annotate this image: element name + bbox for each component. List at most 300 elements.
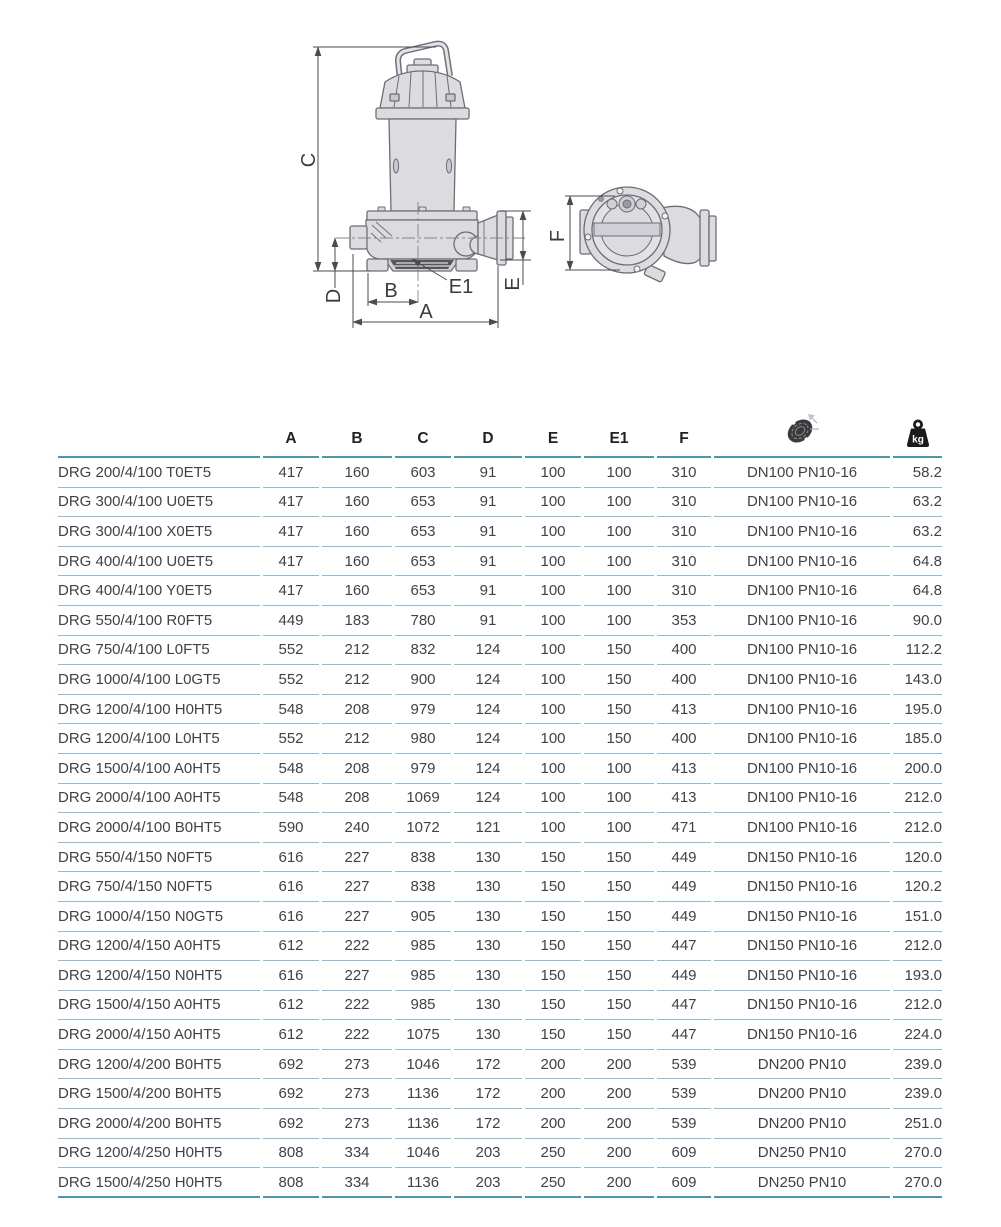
dimension-cell: 150 <box>584 724 654 754</box>
dimension-cell: 91 <box>454 458 522 488</box>
weight-cell: 270.0 <box>893 1139 942 1169</box>
dimension-cell: 548 <box>263 695 319 725</box>
dimension-cell: 91 <box>454 576 522 606</box>
dimension-cell: 100 <box>525 458 581 488</box>
dimension-cell: 653 <box>395 517 451 547</box>
dimension-cell: 212 <box>322 636 392 666</box>
dimension-cell: 100 <box>584 517 654 547</box>
dimension-cell: 91 <box>454 517 522 547</box>
weight-kg-icon <box>905 419 931 448</box>
table-row <box>58 1079 942 1109</box>
dimension-cell: 100 <box>584 784 654 814</box>
model-cell: DRG 1200/4/250 H0HT5 <box>58 1139 260 1169</box>
weight-cell: 64.8 <box>893 576 942 606</box>
dimension-cell: 200 <box>584 1050 654 1080</box>
table-row <box>58 517 942 547</box>
pump-drawing-svg <box>218 14 762 348</box>
dimension-cell: 1136 <box>395 1079 451 1109</box>
dimension-cell: 100 <box>525 488 581 518</box>
model-cell: DRG 2000/4/200 B0HT5 <box>58 1109 260 1139</box>
dimension-cell: 150 <box>584 991 654 1021</box>
dimension-cell: 413 <box>657 784 711 814</box>
flange-cell: DN100 PN10-16 <box>714 784 890 814</box>
model-cell: DRG 2000/4/100 A0HT5 <box>58 784 260 814</box>
flange-cell: DN100 PN10-16 <box>714 754 890 784</box>
dimension-cell: 150 <box>525 902 581 932</box>
dimension-cell: 160 <box>322 517 392 547</box>
column-header-a: A <box>263 412 319 458</box>
model-cell: DRG 1500/4/250 H0HT5 <box>58 1168 260 1198</box>
dimension-cell: 150 <box>525 932 581 962</box>
dimension-cell: 130 <box>454 843 522 873</box>
weight-cell: 195.0 <box>893 695 942 725</box>
dimension-cell: 121 <box>454 813 522 843</box>
dimension-cell: 653 <box>395 547 451 577</box>
dimension-cell: 100 <box>525 576 581 606</box>
model-cell: DRG 1500/4/150 A0HT5 <box>58 991 260 1021</box>
table-row <box>58 872 942 902</box>
table-row <box>58 665 942 695</box>
dimension-cell: 203 <box>454 1139 522 1169</box>
table-row <box>58 784 942 814</box>
dimension-cell: 539 <box>657 1109 711 1139</box>
dimension-cell: 100 <box>584 606 654 636</box>
dimension-cell: 250 <box>525 1139 581 1169</box>
dimension-cell: 838 <box>395 872 451 902</box>
weight-cell: 212.0 <box>893 991 942 1021</box>
table-body <box>58 458 942 1198</box>
dimension-cell: 1136 <box>395 1109 451 1139</box>
dimension-cell: 100 <box>584 488 654 518</box>
dimension-cell: 616 <box>263 961 319 991</box>
table-row <box>58 932 942 962</box>
dim-label-E1: E1 <box>448 276 474 298</box>
dimension-cell: 130 <box>454 932 522 962</box>
dimension-cell: 172 <box>454 1050 522 1080</box>
table-row <box>58 636 942 666</box>
flange-cell: DN150 PN10-16 <box>714 902 890 932</box>
dimension-cell: 273 <box>322 1109 392 1139</box>
dimension-cell: 200 <box>584 1109 654 1139</box>
model-cell: DRG 750/4/150 N0FT5 <box>58 872 260 902</box>
dim-label-F: F <box>547 229 569 243</box>
dimension-cell: 200 <box>525 1079 581 1109</box>
dim-label-C: C <box>298 152 320 168</box>
dimension-cell: 222 <box>322 991 392 1021</box>
dimension-cell: 130 <box>454 902 522 932</box>
weight-cell: 120.0 <box>893 843 942 873</box>
model-cell: DRG 300/4/100 X0ET5 <box>58 517 260 547</box>
dimension-cell: 400 <box>657 665 711 695</box>
dimension-cell: 653 <box>395 488 451 518</box>
dimension-cell: 100 <box>525 784 581 814</box>
dimension-cell: 413 <box>657 695 711 725</box>
weight-cell: 63.2 <box>893 517 942 547</box>
table-row <box>58 961 942 991</box>
dimension-cell: 172 <box>454 1079 522 1109</box>
dimension-cell: 250 <box>525 1168 581 1198</box>
dimension-cell: 552 <box>263 636 319 666</box>
dimension-cell: 449 <box>657 872 711 902</box>
flange-cell: DN100 PN10-16 <box>714 458 890 488</box>
flange-cell: DN100 PN10-16 <box>714 488 890 518</box>
dimension-cell: 130 <box>454 872 522 902</box>
dimension-cell: 150 <box>525 872 581 902</box>
dimension-cell: 310 <box>657 547 711 577</box>
dimension-cell: 200 <box>525 1109 581 1139</box>
dimension-cell: 539 <box>657 1079 711 1109</box>
dimension-cell: 985 <box>395 991 451 1021</box>
dimension-cell: 471 <box>657 813 711 843</box>
weight-cell: 64.8 <box>893 547 942 577</box>
dimension-cell: 208 <box>322 695 392 725</box>
table-row <box>58 695 942 725</box>
dimension-cell: 100 <box>525 517 581 547</box>
dimension-cell: 310 <box>657 517 711 547</box>
dimension-cell: 124 <box>454 754 522 784</box>
flange-cell: DN150 PN10-16 <box>714 991 890 1021</box>
dimension-cell: 124 <box>454 695 522 725</box>
dimension-cell: 150 <box>584 843 654 873</box>
inlet-stub <box>350 226 367 249</box>
dimension-cell: 100 <box>525 665 581 695</box>
dimension-cell: 100 <box>525 813 581 843</box>
dimension-cell: 653 <box>395 576 451 606</box>
dimension-cell: 1072 <box>395 813 451 843</box>
dimension-cell: 124 <box>454 784 522 814</box>
pump-side-view <box>350 44 513 271</box>
weight-cell: 120.2 <box>893 872 942 902</box>
dimension-cell: 130 <box>454 1020 522 1050</box>
dimension-cell: 150 <box>584 961 654 991</box>
dim-label-B: B <box>384 280 398 302</box>
flange-cell: DN100 PN10-16 <box>714 695 890 725</box>
dimension-cell: 212 <box>322 665 392 695</box>
weight-cell: 251.0 <box>893 1109 942 1139</box>
weight-cell: 193.0 <box>893 961 942 991</box>
dimension-cell: 449 <box>263 606 319 636</box>
table-row <box>58 458 942 488</box>
table-row <box>58 813 942 843</box>
dimension-cell: 100 <box>525 606 581 636</box>
dimension-cell: 200 <box>525 1050 581 1080</box>
dimension-cell: 222 <box>322 932 392 962</box>
table-row <box>58 576 942 606</box>
dimension-cell: 612 <box>263 1020 319 1050</box>
dimension-cell: 979 <box>395 695 451 725</box>
weight-cell: 270.0 <box>893 1168 942 1198</box>
dimension-cell: 808 <box>263 1139 319 1169</box>
dimension-cell: 609 <box>657 1139 711 1169</box>
dimension-cell: 616 <box>263 843 319 873</box>
dimensions-table <box>55 412 945 1198</box>
dimension-cell: 1069 <box>395 784 451 814</box>
dimension-cell: 100 <box>584 754 654 784</box>
weight-cell: 212.0 <box>893 813 942 843</box>
dimension-cell: 780 <box>395 606 451 636</box>
column-header-model <box>58 412 260 458</box>
dimension-cell: 979 <box>395 754 451 784</box>
dimension-cell: 612 <box>263 932 319 962</box>
dimension-cell: 227 <box>322 872 392 902</box>
dimension-cell: 980 <box>395 724 451 754</box>
dimension-cell: 334 <box>322 1139 392 1169</box>
weight-cell: 151.0 <box>893 902 942 932</box>
dimension-cell: 413 <box>657 754 711 784</box>
table-row <box>58 902 942 932</box>
dimension-cell: 447 <box>657 932 711 962</box>
flange-cell: DN100 PN10-16 <box>714 813 890 843</box>
dimension-cell: 130 <box>454 961 522 991</box>
dimension-cell: 150 <box>584 932 654 962</box>
dimension-cell: 212 <box>322 724 392 754</box>
dimension-cell: 417 <box>263 488 319 518</box>
dimension-cell: 150 <box>584 902 654 932</box>
model-cell: DRG 550/4/150 N0FT5 <box>58 843 260 873</box>
dimension-cell: 692 <box>263 1109 319 1139</box>
dimension-cell: 124 <box>454 636 522 666</box>
pump-dimension-drawing <box>218 14 762 348</box>
dimension-cell: 449 <box>657 961 711 991</box>
flange-cell: DN200 PN10 <box>714 1050 890 1080</box>
dimension-cell: 692 <box>263 1079 319 1109</box>
model-cell: DRG 2000/4/150 A0HT5 <box>58 1020 260 1050</box>
dimension-cell: 203 <box>454 1168 522 1198</box>
table-row <box>58 606 942 636</box>
dimension-cell: 552 <box>263 665 319 695</box>
weight-cell: 212.0 <box>893 784 942 814</box>
dimension-cell: 417 <box>263 517 319 547</box>
column-header-f: F <box>657 412 711 458</box>
dimension-cell: 150 <box>525 961 581 991</box>
dimension-cell: 1046 <box>395 1050 451 1080</box>
dimension-cell: 150 <box>584 665 654 695</box>
dimension-cell: 838 <box>395 843 451 873</box>
dimension-cell: 124 <box>454 724 522 754</box>
model-cell: DRG 750/4/100 L0FT5 <box>58 636 260 666</box>
weight-cell: 90.0 <box>893 606 942 636</box>
dimension-cell: 273 <box>322 1079 392 1109</box>
weight-cell: 112.2 <box>893 636 942 666</box>
dimension-cell: 200 <box>584 1079 654 1109</box>
pump-top-view <box>580 187 716 282</box>
dimension-cell: 447 <box>657 991 711 1021</box>
dimension-cell: 183 <box>322 606 392 636</box>
weight-cell: 212.0 <box>893 932 942 962</box>
dimension-cell: 985 <box>395 961 451 991</box>
model-cell: DRG 1200/4/150 N0HT5 <box>58 961 260 991</box>
dimension-cell: 100 <box>584 547 654 577</box>
dimension-cell: 1075 <box>395 1020 451 1050</box>
flange-cell: DN150 PN10-16 <box>714 1020 890 1050</box>
weight-cell: 200.0 <box>893 754 942 784</box>
dimension-cell: 548 <box>263 754 319 784</box>
dimension-cell: 150 <box>584 695 654 725</box>
model-cell: DRG 300/4/100 U0ET5 <box>58 488 260 518</box>
dimension-cell: 100 <box>584 813 654 843</box>
dimension-cell: 227 <box>322 902 392 932</box>
dimension-cell: 447 <box>657 1020 711 1050</box>
model-cell: DRG 1000/4/100 L0GT5 <box>58 665 260 695</box>
dimension-cell: 449 <box>657 843 711 873</box>
model-cell: DRG 200/4/100 T0ET5 <box>58 458 260 488</box>
dimension-cell: 227 <box>322 843 392 873</box>
dimension-cell: 124 <box>454 665 522 695</box>
column-header-flange <box>714 412 890 458</box>
model-cell: DRG 400/4/100 Y0ET5 <box>58 576 260 606</box>
weight-cell: 224.0 <box>893 1020 942 1050</box>
table-row <box>58 991 942 1021</box>
dimension-cell: 985 <box>395 932 451 962</box>
model-cell: DRG 550/4/100 R0FT5 <box>58 606 260 636</box>
dimension-cell: 91 <box>454 488 522 518</box>
dimension-cell: 100 <box>584 458 654 488</box>
weight-cell: 58.2 <box>893 458 942 488</box>
table-row <box>58 547 942 577</box>
flange-cell: DN150 PN10-16 <box>714 872 890 902</box>
dimension-cell: 612 <box>263 991 319 1021</box>
weight-cell: 63.2 <box>893 488 942 518</box>
column-header-e1: E1 <box>584 412 654 458</box>
model-cell: DRG 1200/4/100 L0HT5 <box>58 724 260 754</box>
table-row <box>58 754 942 784</box>
table-row <box>58 1109 942 1139</box>
flange-cell: DN100 PN10-16 <box>714 576 890 606</box>
dimension-cell: 616 <box>263 872 319 902</box>
dimension-cell: 100 <box>525 636 581 666</box>
weight-cell: 239.0 <box>893 1050 942 1080</box>
dimension-cell: 400 <box>657 636 711 666</box>
model-cell: DRG 1500/4/200 B0HT5 <box>58 1079 260 1109</box>
flange-connection-icon <box>783 412 821 448</box>
dimension-cell: 1136 <box>395 1168 451 1198</box>
model-cell: DRG 1200/4/100 H0HT5 <box>58 695 260 725</box>
dimension-cell: 172 <box>454 1109 522 1139</box>
weight-cell: 143.0 <box>893 665 942 695</box>
flange-cell: DN150 PN10-16 <box>714 843 890 873</box>
column-header-b: B <box>322 412 392 458</box>
dimension-cell: 310 <box>657 488 711 518</box>
dimension-cell: 1046 <box>395 1139 451 1169</box>
dimension-cell: 310 <box>657 458 711 488</box>
dimension-cell: 808 <box>263 1168 319 1198</box>
flange-cell: DN100 PN10-16 <box>714 606 890 636</box>
dimension-cell: 150 <box>525 991 581 1021</box>
flange-cell: DN250 PN10 <box>714 1168 890 1198</box>
weight-cell: 185.0 <box>893 724 942 754</box>
dimension-cell: 200 <box>584 1168 654 1198</box>
dimension-cell: 590 <box>263 813 319 843</box>
dimension-cell: 160 <box>322 576 392 606</box>
table-row <box>58 843 942 873</box>
dimension-cell: 150 <box>584 872 654 902</box>
flange-cell: DN200 PN10 <box>714 1109 890 1139</box>
table-row <box>58 1050 942 1080</box>
dimension-cell: 353 <box>657 606 711 636</box>
table-row <box>58 1139 942 1169</box>
weight-icon-label: kg <box>911 434 924 446</box>
flange-cell: DN100 PN10-16 <box>714 636 890 666</box>
dim-label-A: A <box>419 301 433 323</box>
dimension-cell: 208 <box>322 754 392 784</box>
dimension-cell: 400 <box>657 724 711 754</box>
dimension-cell: 273 <box>322 1050 392 1080</box>
dimension-cell: 222 <box>322 1020 392 1050</box>
dimension-cell: 100 <box>525 547 581 577</box>
table-header-row <box>58 412 942 458</box>
dimension-cell: 417 <box>263 458 319 488</box>
dimension-cell: 100 <box>584 576 654 606</box>
dimension-cell: 160 <box>322 458 392 488</box>
table-row <box>58 1168 942 1198</box>
dimension-cell: 548 <box>263 784 319 814</box>
column-header-d: D <box>454 412 522 458</box>
flange-cell: DN150 PN10-16 <box>714 932 890 962</box>
model-cell: DRG 400/4/100 U0ET5 <box>58 547 260 577</box>
dimension-cell: 160 <box>322 547 392 577</box>
dim-label-D: D <box>323 288 345 304</box>
dimension-cell: 310 <box>657 576 711 606</box>
dimension-cell: 150 <box>525 843 581 873</box>
dimension-cell: 208 <box>322 784 392 814</box>
table-row <box>58 1020 942 1050</box>
column-header-weight <box>893 412 942 458</box>
flange-cell: DN100 PN10-16 <box>714 665 890 695</box>
dimension-cell: 150 <box>584 636 654 666</box>
column-header-c: C <box>395 412 451 458</box>
dimension-cell: 227 <box>322 961 392 991</box>
column-header-e: E <box>525 412 581 458</box>
dimension-cell: 692 <box>263 1050 319 1080</box>
model-cell: DRG 1200/4/150 A0HT5 <box>58 932 260 962</box>
dimension-cell: 91 <box>454 547 522 577</box>
dimension-cell: 905 <box>395 902 451 932</box>
dimension-cell: 100 <box>525 695 581 725</box>
dimension-cell: 200 <box>584 1139 654 1169</box>
dimension-cell: 100 <box>525 754 581 784</box>
flange-cell: DN100 PN10-16 <box>714 547 890 577</box>
dimension-cell: 100 <box>525 724 581 754</box>
table-row <box>58 488 942 518</box>
dimension-cell: 603 <box>395 458 451 488</box>
dimension-cell: 832 <box>395 636 451 666</box>
model-cell: DRG 1000/4/150 N0GT5 <box>58 902 260 932</box>
flange-cell: DN100 PN10-16 <box>714 517 890 547</box>
dimension-cell: 417 <box>263 576 319 606</box>
dimension-cell: 417 <box>263 547 319 577</box>
dimension-cell: 609 <box>657 1168 711 1198</box>
dimension-cell: 616 <box>263 902 319 932</box>
flange-cell: DN150 PN10-16 <box>714 961 890 991</box>
dimension-cell: 900 <box>395 665 451 695</box>
flange-cell: DN100 PN10-16 <box>714 724 890 754</box>
dimension-cell: 130 <box>454 991 522 1021</box>
dimension-cell: 552 <box>263 724 319 754</box>
dimension-cell: 91 <box>454 606 522 636</box>
flange-cell: DN250 PN10 <box>714 1139 890 1169</box>
weight-cell: 239.0 <box>893 1079 942 1109</box>
dimension-cell: 150 <box>525 1020 581 1050</box>
model-cell: DRG 1500/4/100 A0HT5 <box>58 754 260 784</box>
dimension-cell: 449 <box>657 902 711 932</box>
dim-label-E: E <box>502 277 524 291</box>
table-row <box>58 724 942 754</box>
model-cell: DRG 2000/4/100 B0HT5 <box>58 813 260 843</box>
dimension-cell: 160 <box>322 488 392 518</box>
flange-cell: DN200 PN10 <box>714 1079 890 1109</box>
dimension-cell: 240 <box>322 813 392 843</box>
dimension-cell: 334 <box>322 1168 392 1198</box>
